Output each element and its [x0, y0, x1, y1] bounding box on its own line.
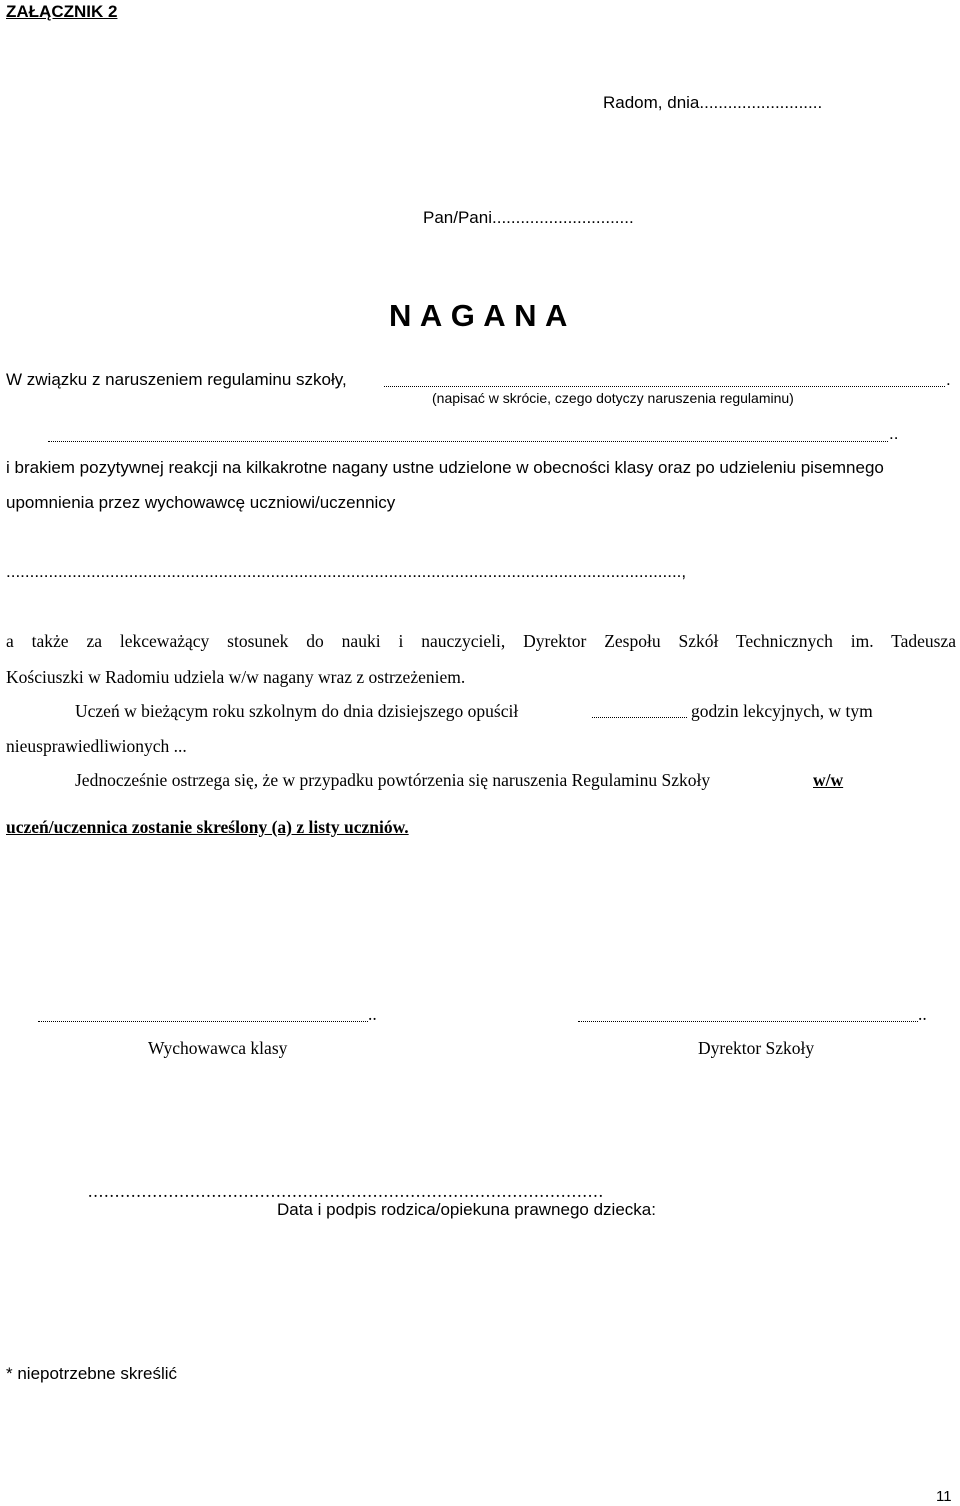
- document-title: N A G A N A: [389, 298, 568, 333]
- homeroom-signature-line: [38, 1021, 368, 1022]
- ww-marker: w/w: [813, 770, 844, 790]
- reaction-text: i brakiem pozytywnej reakcji na kilkakrotne nagany ustne udzielone w obecności klasy oraz po udzieleniu pisemnego: [6, 458, 884, 477]
- absence-hours-field: [592, 717, 687, 718]
- director-signature-line: [578, 1021, 918, 1022]
- absence-text: Uczeń w bieżącym roku szkolnym do dnia dzisiejszego opuścił: [75, 701, 519, 721]
- parent-signature-label: Data i podpis rodzica/opiekuna prawnego dziecka:: [277, 1200, 656, 1219]
- expulsion-warning: uczeń/uczennica zostanie skreślony (a) z listy uczniów.: [6, 817, 409, 837]
- warning-recipient-text: upomnienia przez wychowawcę uczniowi/uczennicy: [6, 493, 396, 512]
- attachment-label: ZAŁĄCZNIK 2: [6, 2, 118, 21]
- absence-hours-suffix: godzin lekcyjnych, w tym: [691, 701, 873, 721]
- footnote: * niepotrzebne skreślić: [6, 1364, 178, 1383]
- homeroom-signature-end: ..: [368, 1004, 377, 1024]
- page-number: 11: [936, 1488, 952, 1505]
- student-name-field: ...............................................................................................................................................,: [6, 562, 687, 581]
- warning-text: Jednocześnie ostrzega się, że w przypadku powtórzenia się naruszenia Regulaminu Szkoły: [75, 770, 711, 790]
- violation-intro: W związku z naruszeniem regulaminu szkoły,: [6, 370, 347, 389]
- unexcused-text: nieusprawiedliwionych ...: [6, 736, 187, 756]
- violation-hint: (napisać w skrócie, czego dotyczy naruszenia regulaminu): [432, 390, 794, 406]
- violation-fill-line: [384, 386, 945, 387]
- violation-fill-line-2: [48, 441, 888, 442]
- homeroom-teacher-label: Wychowawca klasy: [148, 1038, 288, 1058]
- addressee-field: Pan/Pani..............................: [423, 208, 634, 227]
- director-signature-end: ..: [918, 1004, 927, 1024]
- reprimand-issued-text: Kościuszki w Radomiu udziela w/w nagany wraz z ostrzeżeniem.: [6, 667, 466, 687]
- place-date-field: Radom, dnia..........................: [603, 93, 823, 112]
- disregard-text: a także za lekceważący stosunek do nauki i nauczycieli, Dyrektor Zespołu Szkół Technicznych im. Tadeusza: [6, 631, 956, 651]
- violation-fill-line-2-end: ..: [889, 424, 899, 443]
- director-label: Dyrektor Szkoły: [698, 1038, 815, 1058]
- parent-signature-line: ................................................................................................: [88, 1181, 604, 1201]
- violation-fill-end: .: [946, 370, 951, 389]
